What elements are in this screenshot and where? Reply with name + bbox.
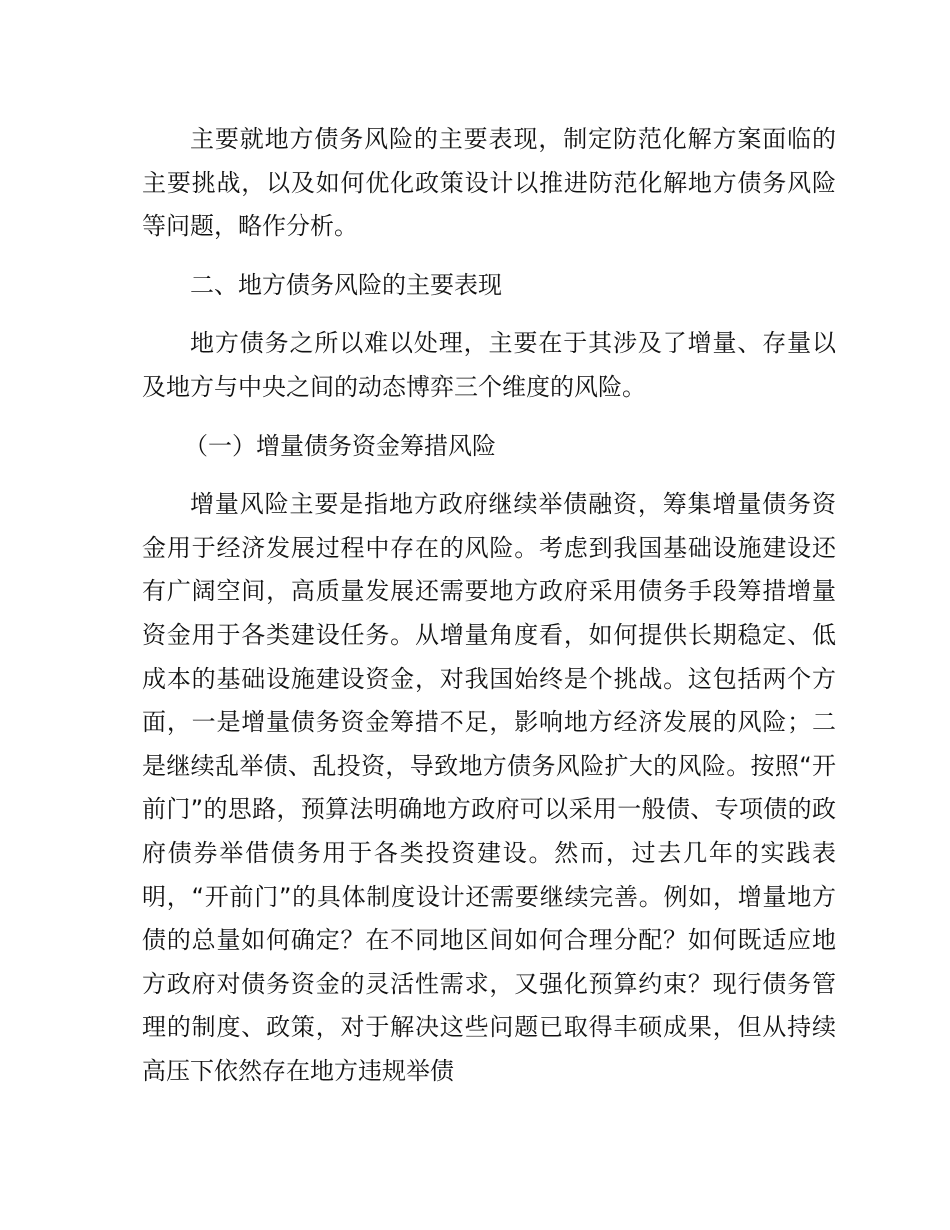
subsection-heading: （一）增量债务资金筹措风险 [184,431,496,460]
section-heading: 二、地方债务风险的主要表现 [190,270,502,299]
body-paragraph: 增量风险主要是指地方政府继续举债融资，筹集增量债务资金用于经济发展过程中存在的风险。考虑到我国基础设施建设还有广阔空间，高质量发展还需要地方政府采用债务手段筹措增量资金用于各类建设任务。从增量角度看，如何提供长期稳定、低成本的基础设施建设资金，对我国始终是个挑战。这包括两个方面，一是增量债务资金筹措不足，影响地方经济发展的风险；二是继续乱举债、乱投资，导致地方债务风险扩大的风险。按照“开前门”的思路，预算法明确地方政府可以采用一般债、专项债的政府债券举借债务用于各类投资建设。然而，过去几年的实践表明，“开前门”的具体制度设计还需要继续完善。例如，增量地方债的总量如何确定？在不同地区间如何合理分配？如何既适应地方政府对债务资金的灵活性需求，又强化预算约束？现行债务管理的制度、政策，对于解决这些问题已取得丰硕成果，但从持续高压下依然存在地方违规举债 [142,490,836,1085]
intro-paragraph: 主要就地方债务风险的主要表现，制定防范化解方案面临的主要挑战，以及如何优化政策设计以推进防范化解地方债务风险等问题，略作分析。 [142,125,836,241]
section-intro-paragraph: 地方债务之所以难以处理，主要在于其涉及了增量、存量以及地方与中央之间的动态博弈三个维度的风险。 [142,329,836,401]
document-body [142,118,836,1108]
